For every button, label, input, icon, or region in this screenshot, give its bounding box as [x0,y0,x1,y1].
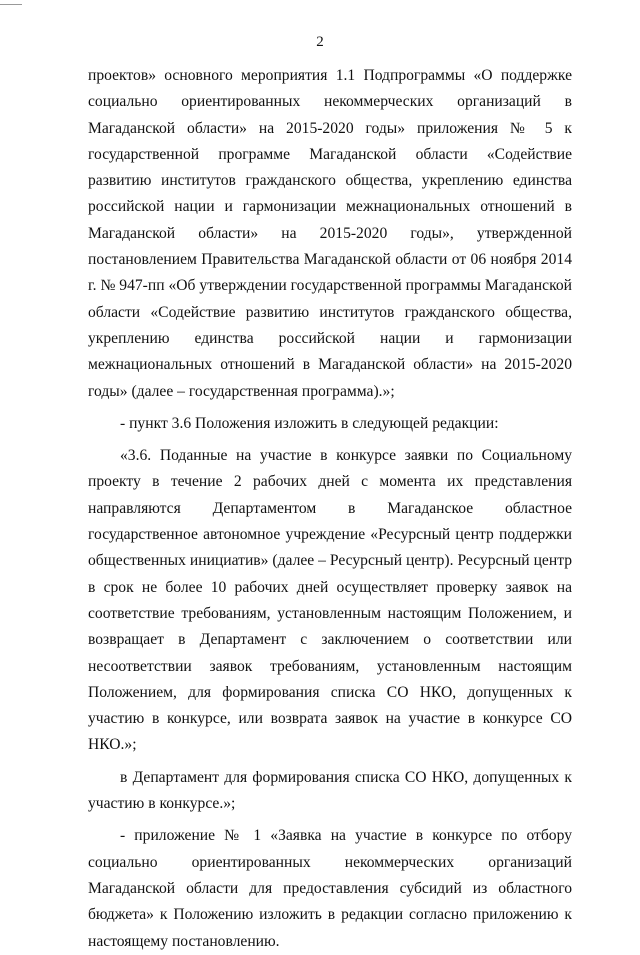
page-number: 2 [316,34,324,50]
scan-corner-mark [0,0,22,5]
paragraph-continuation: проектов» основного мероприятия 1.1 Подпрограммы «О поддержке социально ориентированных некоммерческих организаций в Магаданской области» на 2015-2020 годы» приложения № 5 к государственной программе Магаданской области «Содействие развитию институтов гражданского общества, укреплению единства российской нации и гармонизации межнациональных отношений в Магаданской области» на 2015-2020 годы», утвержденной постановлением Правительства Магаданской области от 06 ноября 2014 г. № 947-пп «Об утверждении государственной программы Магаданской области «Содействие развитию институтов гражданского общества, укреплению единства российской нации и гармонизации межнациональных отношений в Магаданской области» на 2015-2020 годы» (далее – государственная программа).»; [88,67,572,400]
paragraph-department-list: в Департамент для формирования списка СО НКО, допущенных к участию в конкурсе.»; [88,768,572,813]
paragraph-clause-3-6: «3.6. Поданные на участие в конкурсе заявки по Социальному проекту в течение 2 рабочих дней с момента их представления направляются Департаментом в Магаданское областное государственное автономное учреждение «Ресурсный центр поддержки общественных инициатив» (далее – Ресурсный центр). Ресурсный центр в срок не более 10 рабочих дней осуществляет проверку заявок на соответствие требованиям, установленным настоящим Положением, и возвращает в Департамент с заключением о соответствии или несоответствии заявок требованиям, установленным настоящим Положением, для формирования списка СО НКО, допущенных к участию в конкурсе, или возврата заявок на участие в конкурсе СО НКО.»; [88,447,572,754]
paragraph-appendix-1: - приложение № 1 «Заявка на участие в конкурсе по отбору социально ориентированных некоммерческих организаций Магаданской области для предоставления субсидий из областного бюджета» к Положению изложить в редакции согласно приложению к настоящему постановлению. [88,827,572,950]
paragraph-item-3-6-instruction: - пункт 3.6 Положения изложить в следующей редакции: [120,414,499,432]
document-body [88,63,572,955]
